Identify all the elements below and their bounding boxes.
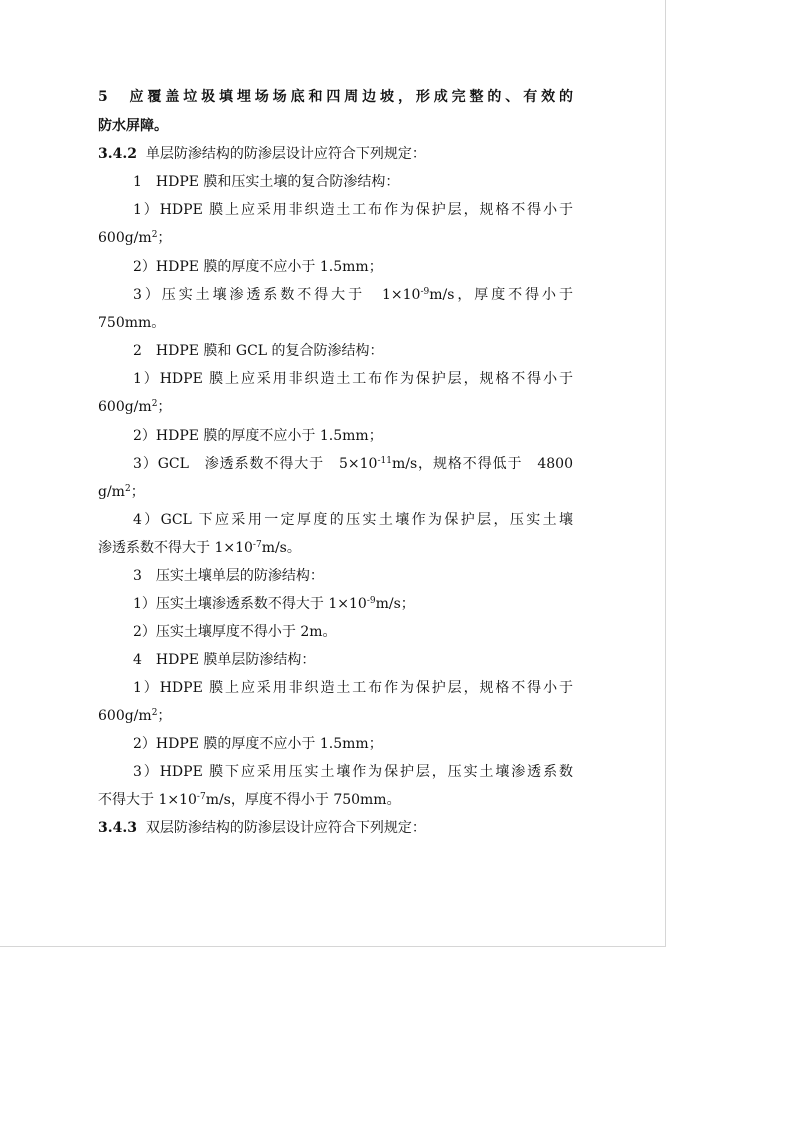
item-3-sub-2: 2）压实土壤厚度不得小于 2m。 [133,624,337,640]
clause-3-4-3 [98,819,426,837]
clause-number: 3.4.3 [98,820,137,836]
item-1-sub-2: 2）HDPE 膜的厚度不应小于 1.5mm； [133,259,383,275]
item-2-sub-4-line-1: 4）GCL 下应采用一定厚度的压实土壤作为保护层，压实土壤 [133,512,573,528]
item-3-sub-1: 1）压实土壤渗透系数不得大于 $1\times 10^{-9}m/s$； [133,596,415,612]
item-2-sub-3-line-1: 3）GCL 渗透系数不得大于 $5\times 10^{-11}m/s$，规格不得低于 4800 [133,456,573,472]
item-1-sub-3-line-1: 3）压实土壤渗透系数不得大于 $1\times 10^{-9}m/s$，厚度不得小于 [133,287,573,303]
item-2-sub-2: 2）HDPE 膜的厚度不应小于 1.5mm； [133,428,383,444]
item-5-line-2: 防水屏障。 [98,118,168,134]
item-4-sub-2: 2）HDPE 膜的厚度不应小于 1.5mm； [133,736,383,752]
clause-number: 3.4.2 [98,146,137,162]
clause-text: 双层防渗结构的防渗层设计应符合下列规定： [145,820,426,836]
item-1-sub-1-line-1: 1）HDPE 膜上应采用非织造土工布作为保护层，规格不得小于 [133,202,573,218]
item-1-sub-3-line-2: 750mm。 [98,315,166,331]
item-2-sub-4-line-2: 渗透系数不得大于 $1\times 10^{-7}m/s$。 [98,540,301,556]
item-2-heading: 2 HDPE 膜和 GCL 的复合防渗结构： [133,343,384,359]
item-2-sub-3-line-2: $g/m^2$； [98,484,145,500]
item-3-heading: 3 压实土壤单层的防渗结构： [133,568,324,584]
item-4-sub-1-line-2: $600g/m^2$； [98,708,172,724]
item-1-heading: 1 HDPE 膜和压实土壤的复合防渗结构： [133,174,400,190]
item-2-sub-1-line-1: 1）HDPE 膜上应采用非织造土工布作为保护层，规格不得小于 [133,371,573,387]
item-2-sub-1-line-2: $600g/m^2$； [98,399,172,415]
item-5-line-1: 5 应覆盖垃圾填埋场场底和四周边坡，形成完整的、有效的 [98,89,573,105]
item-4-sub-3-line-1: 3）HDPE 膜下应采用压实土壤作为保护层，压实土壤渗透系数 [133,764,573,780]
clause-text: 单层防渗结构的防渗层设计应符合下列规定： [145,146,426,162]
item-4-sub-3-line-2: 不得大于 $1\times 10^{-7}m/s$，厚度不得小于 750mm。 [98,792,401,808]
item-4-sub-1-line-1: 1）HDPE 膜上应采用非织造土工布作为保护层，规格不得小于 [133,680,573,696]
clause-3-4-2 [98,145,426,163]
item-1-sub-1-line-2: $600g/m^2$； [98,230,172,246]
item-4-heading: 4 HDPE 膜单层防渗结构： [133,652,316,668]
